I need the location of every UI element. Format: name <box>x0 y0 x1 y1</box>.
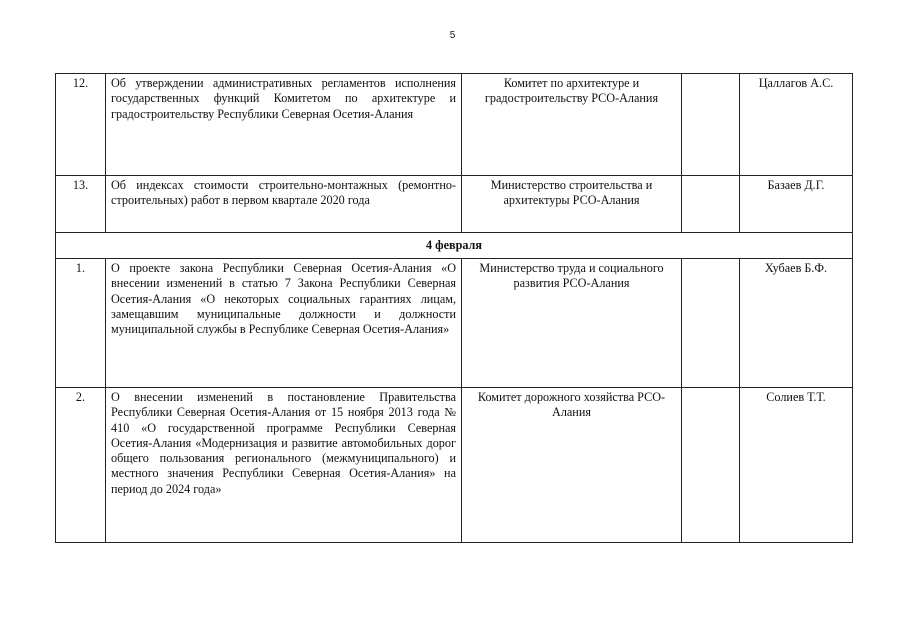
table-row <box>56 388 853 543</box>
responsible-organization: Комитет дорожного хозяйства РСО-Алания <box>462 388 682 543</box>
row-number: 12. <box>56 74 106 176</box>
row-number: 1. <box>56 259 106 388</box>
table-row <box>56 259 853 388</box>
responsible-person: Солиев Т.Т. <box>740 388 853 543</box>
mark-cell <box>682 259 740 388</box>
responsible-person: Цаллагов А.С. <box>740 74 853 176</box>
item-title: О внесении изменений в постановление Правительства Республики Северная Осетия-Алания от 15 ноября 2013 года № 410 «О государственной программе Республики Северная Осетия-Алания «Модернизация и развитие автомобильных дорог общего пользования регионального (межмуниципального) и местного значения Республики Северная Осетия-Алания» на период до 2024 года» <box>106 388 462 543</box>
section-date-row <box>56 233 853 259</box>
section-date: 4 февраля <box>56 233 853 259</box>
responsible-person: Базаев Д.Г. <box>740 176 853 233</box>
page-number: 5 <box>449 30 456 41</box>
item-title: О проекте закона Республики Северная Осетия-Алания «О внесении изменений в статью 7 Закона Республики Северная Осетия-Алания «О некоторых социальных гарантиях лицам, замещавшим муниципальные должности и должности муниципальной службы в Республике Северная Осетия-Алания» <box>106 259 462 388</box>
item-title: Об индексах стоимости строительно-монтажных (ремонтно-строительных) работ в первом квартале 2020 года <box>106 176 462 233</box>
responsible-organization: Министерство строительства и архитектуры РСО-Алания <box>462 176 682 233</box>
row-number: 2. <box>56 388 106 543</box>
mark-cell <box>682 388 740 543</box>
agenda-table <box>55 73 853 543</box>
responsible-person: Хубаев Б.Ф. <box>740 259 853 388</box>
responsible-organization: Комитет по архитектуре и градостроительству РСО-Алания <box>462 74 682 176</box>
table-row <box>56 74 853 176</box>
mark-cell <box>682 74 740 176</box>
responsible-organization: Министерство труда и социального развития РСО-Алания <box>462 259 682 388</box>
item-title: Об утверждении административных регламентов исполнения государственных функций Комитетом по архитектуре и градостроительству Республики Северная Осетия-Алания <box>106 74 462 176</box>
mark-cell <box>682 176 740 233</box>
table-row <box>56 176 853 233</box>
row-number: 13. <box>56 176 106 233</box>
